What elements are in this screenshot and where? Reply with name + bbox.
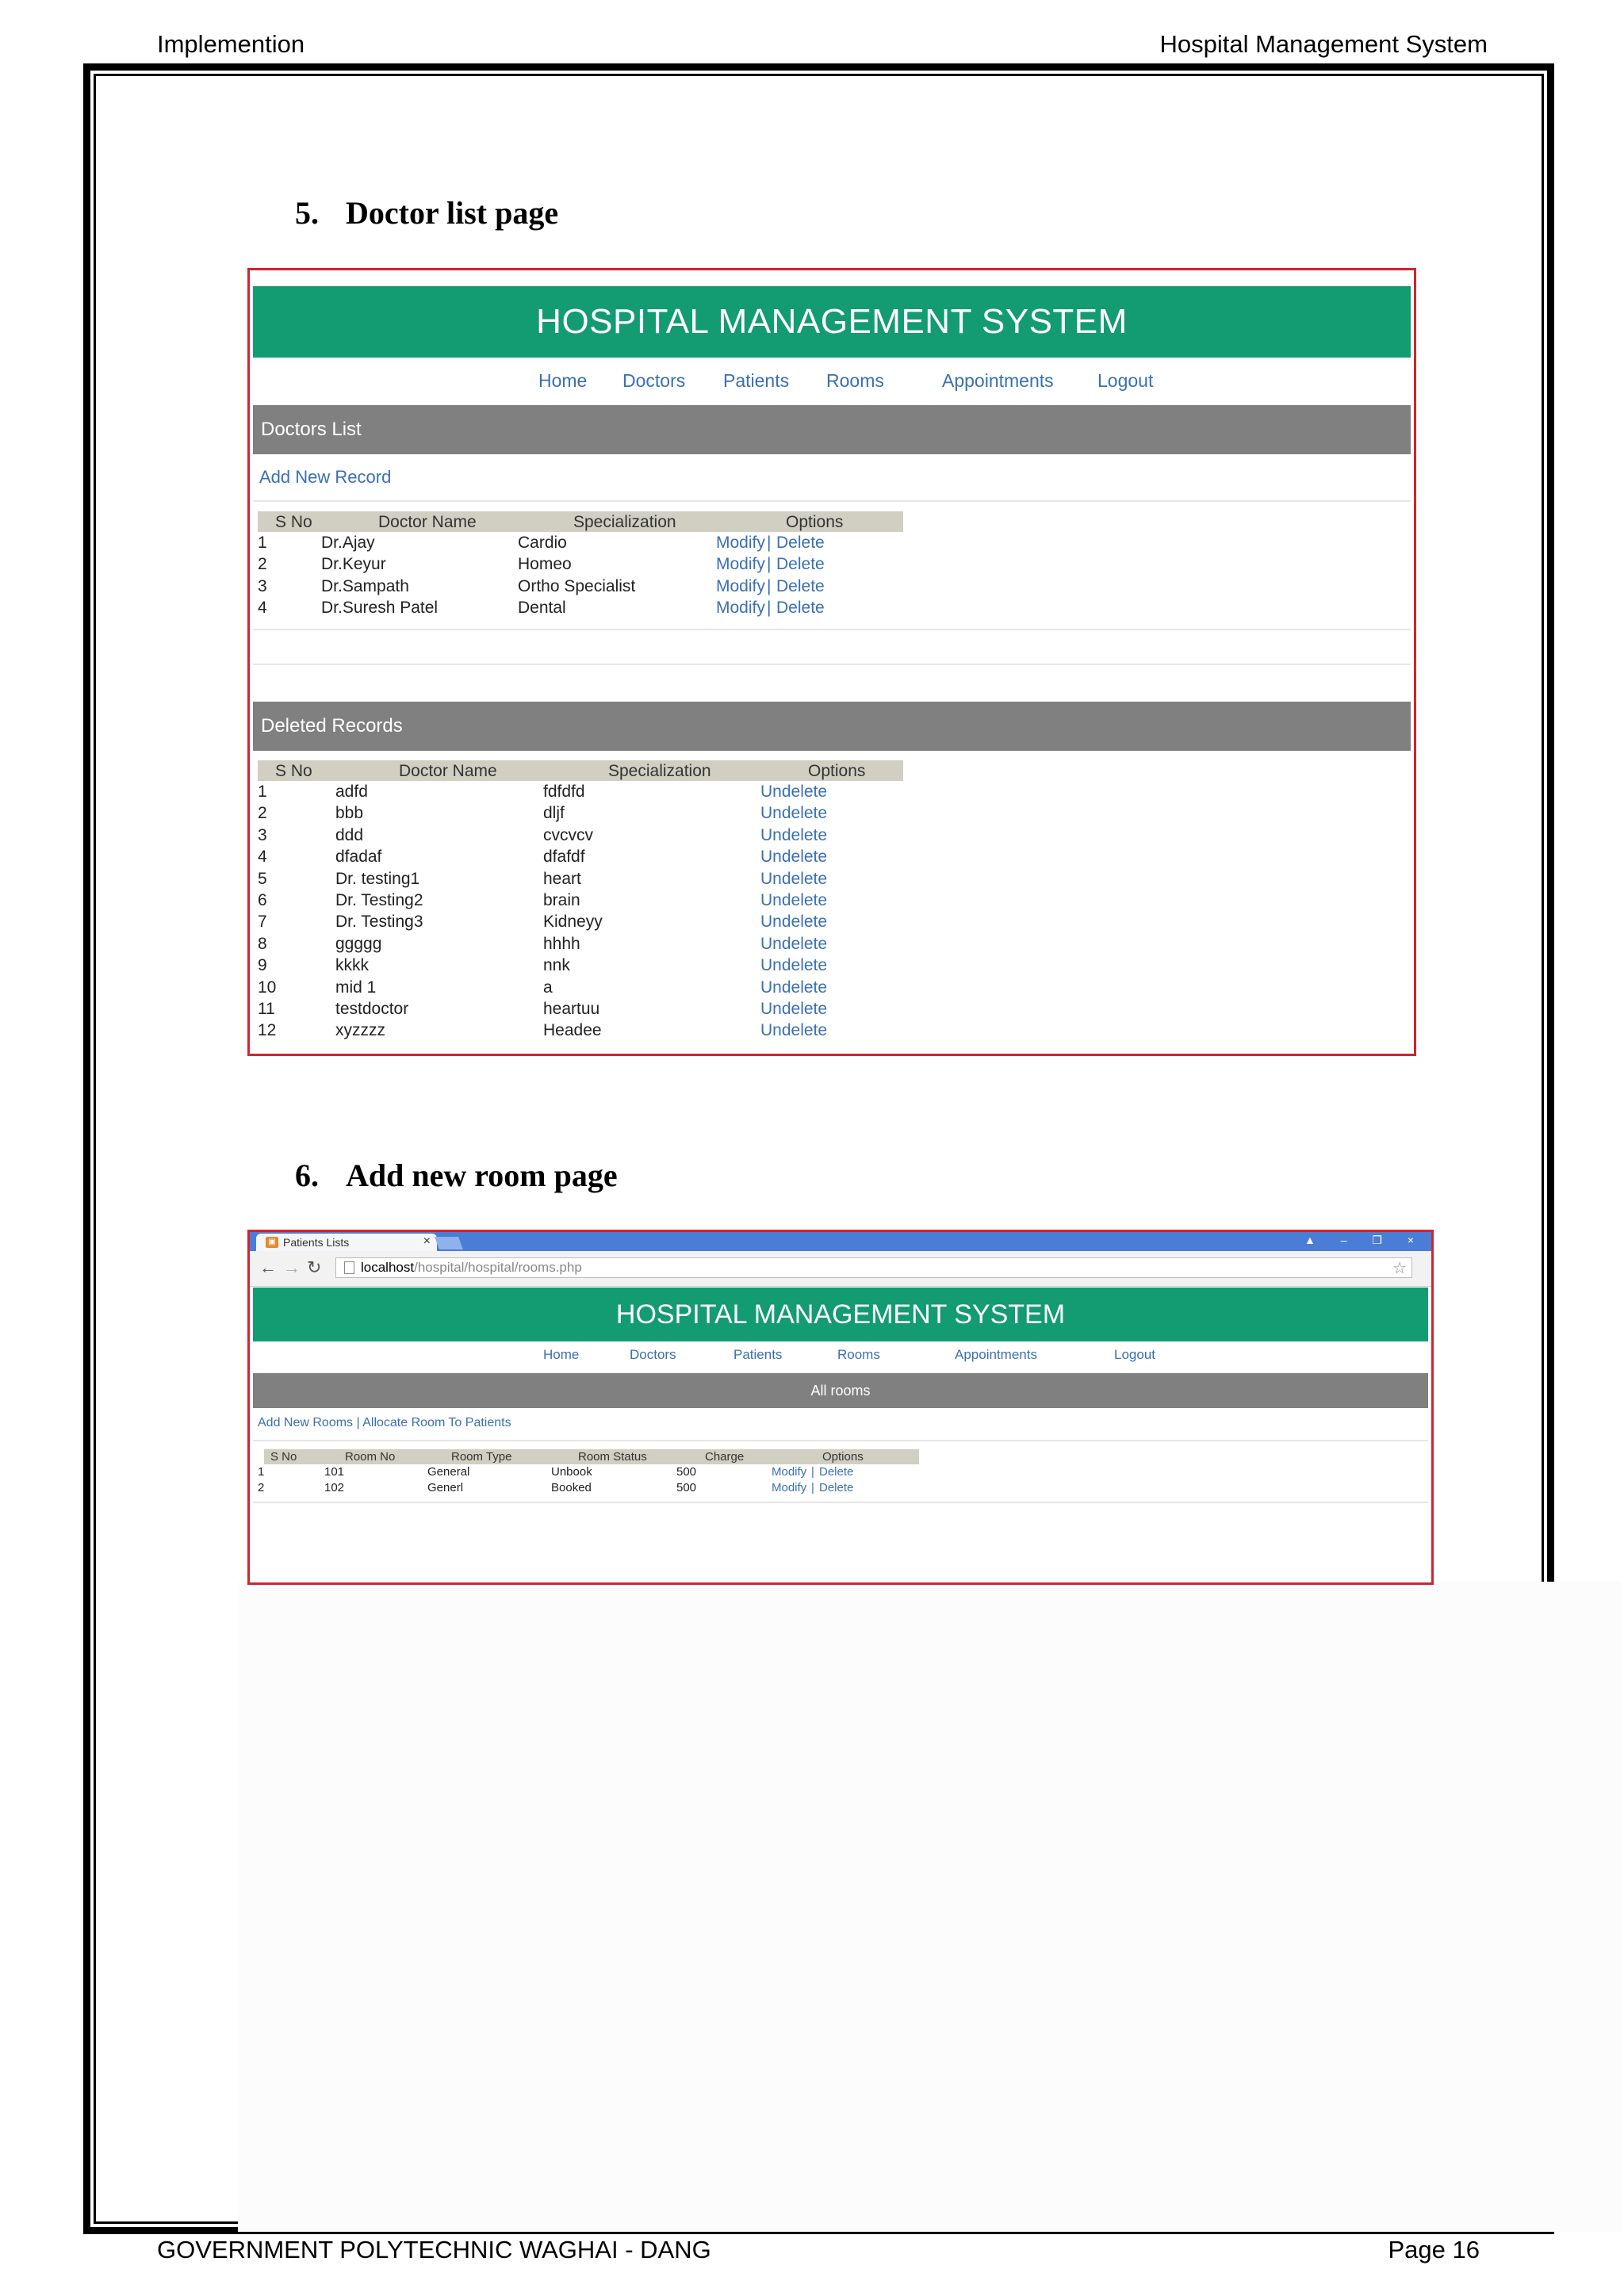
cell-sno: 5 [258,869,267,888]
undelete-link[interactable]: Undelete [760,804,828,823]
room-actions [258,1416,511,1430]
cell-sno: 4 [258,599,267,618]
browser-toolbar [250,1251,1431,1287]
cell-sno: 2 [258,555,267,574]
modify-link[interactable]: Modify [772,1465,807,1479]
undelete-link[interactable]: Undelete [760,825,828,844]
cell-charge: 500 [676,1465,697,1479]
divider [253,1440,1428,1441]
cell-spec: heart [543,869,581,888]
undelete-link[interactable]: Undelete [760,1021,828,1040]
cell-name: Dr.Keyur [321,555,386,574]
col-room-status: Room Status [578,1450,647,1464]
separator: | [767,555,772,574]
undelete-link[interactable]: Undelete [760,783,828,801]
undelete-link[interactable]: Undelete [760,999,828,1018]
table-row [258,597,903,618]
section-title-5 [295,194,558,232]
cell-name: Dr. testing1 [335,869,420,888]
cell-spec: dljf [543,804,565,823]
cell-spec: Kidneyy [543,913,603,932]
col-options: Options [808,762,866,780]
cell-name: Dr. Testing3 [335,913,423,932]
cell-name: Dr.Ajay [321,534,375,552]
deleted-records-bar: Deleted Records [253,702,1411,751]
nav-logout[interactable]: Logout [1114,1347,1155,1362]
cell-room-status: Unbook [551,1465,592,1479]
cell-sno: 1 [258,534,267,552]
cell-spec: fdfdfd [543,783,585,801]
cell-spec: brain [543,890,580,909]
undelete-link[interactable]: Undelete [760,934,828,953]
undelete-link[interactable]: Undelete [760,890,828,909]
table-row [258,955,903,976]
table-row [258,576,903,597]
browser-tab-bar [250,1232,1431,1251]
cell-room-type: Generl [427,1481,464,1494]
cell-name: dfadaf [335,848,382,867]
cell-name: Dr.Suresh Patel [321,599,439,618]
forward-arrow-icon[interactable]: → [283,1257,301,1277]
separator: | [811,1465,814,1479]
nav-logout[interactable]: Logout [1097,370,1154,391]
table-row [258,1480,919,1496]
modify-link[interactable]: Modify [716,534,765,552]
star-icon[interactable]: ☆ [1392,1260,1407,1277]
undelete-link[interactable]: Undelete [760,978,828,997]
table-header [258,511,903,532]
cell-sno: 1 [258,1465,265,1479]
nav-appointments[interactable]: Appointments [955,1347,1037,1362]
rooms-screenshot [247,1230,1434,1585]
url-host: localhost [361,1260,415,1275]
col-sno: S No [275,762,312,780]
table-row [258,933,903,955]
add-new-record-link[interactable]: Add New Record [259,467,392,487]
cell-spec: Headee [543,1021,602,1040]
col-sno: S No [275,513,312,531]
cell-spec: Ortho Specialist [518,576,636,595]
table-row [258,1464,919,1480]
table-row [258,890,903,911]
cell-name: mid 1 [335,978,377,997]
separator: | [811,1481,814,1494]
cell-name: testdoctor [335,999,409,1018]
delete-link[interactable]: Delete [776,576,825,595]
section-number: 6. [295,1158,319,1193]
doctors-list-bar: Doctors List [253,405,1411,454]
table-header [264,1449,919,1464]
separator: | [356,1416,360,1429]
undelete-link[interactable]: Undelete [760,848,828,867]
background-shade [238,1582,1621,2232]
delete-link[interactable]: Delete [819,1465,854,1479]
cell-room-type: General [427,1465,470,1479]
cell-sno: 4 [258,848,267,867]
cell-sno: 10 [258,978,277,997]
section-title-text: Doctor list page [346,195,559,231]
back-arrow-icon[interactable]: ← [259,1257,277,1277]
separator: | [767,576,772,595]
cell-sno: 2 [258,1481,265,1494]
cell-name: ddd [335,825,364,844]
modify-link[interactable]: Modify [716,555,765,574]
nav-doctors[interactable]: Doctors [630,1347,676,1362]
col-room-type: Room Type [451,1450,512,1464]
cell-room-no: 102 [324,1481,345,1494]
new-tab-button[interactable] [435,1237,463,1249]
nav-rooms[interactable]: Rooms [837,1347,880,1362]
modify-link[interactable]: Modify [716,599,765,618]
nav-appointments[interactable]: Appointments [942,370,1054,391]
deleted-table [258,760,903,1042]
cell-spec: Dental [518,599,566,618]
cell-sno: 2 [258,804,267,823]
address-bar[interactable] [335,1257,1412,1278]
section-title-text: Add new room page [346,1158,618,1193]
cell-charge: 500 [676,1481,697,1494]
cell-name: xyzzzz [335,1021,385,1040]
cell-spec: nnk [543,956,570,975]
col-options: Options [822,1450,864,1464]
table-row [258,553,903,575]
undelete-link[interactable]: Undelete [760,956,828,975]
cell-room-no: 101 [324,1465,345,1479]
modify-link[interactable]: Modify [772,1481,807,1494]
cell-name: bbb [335,804,364,823]
col-doctor-name: Doctor Name [378,513,477,531]
undelete-link[interactable]: Undelete [760,869,828,888]
cell-sno: 11 [258,999,275,1018]
divider [253,664,1411,665]
nav-patients[interactable]: Patients [733,1347,783,1362]
cell-name: Dr.Sampath [321,576,409,595]
url-path: /hospital/hospital/rooms.php [414,1260,582,1275]
cell-name: Dr. Testing2 [335,890,423,909]
main-nav [250,1347,1431,1371]
add-new-rooms-link[interactable]: Add New Rooms [258,1416,354,1429]
nav-rooms[interactable]: Rooms [826,370,884,391]
cell-spec: a [543,978,553,997]
table-row [258,998,903,1020]
modify-link[interactable]: Modify [716,576,765,595]
header-left: Implemention [157,30,305,58]
site-banner: HOSPITAL MANAGEMENT SYSTEM [253,286,1411,358]
cell-name: kkkk [335,956,369,975]
header-right: Hospital Management System [1159,30,1488,58]
favicon-icon: ▣ [266,1237,278,1248]
cell-sno: 6 [258,890,267,909]
delete-link[interactable]: Delete [776,534,825,552]
section-title-6 [295,1157,618,1194]
divider [253,500,1411,502]
close-icon[interactable]: × [423,1234,431,1248]
col-charge: Charge [705,1450,745,1464]
table-row [258,825,903,846]
nav-home[interactable]: Home [543,1347,580,1362]
table-row [258,781,903,802]
nav-patients[interactable]: Patients [723,370,790,391]
col-doctor-name: Doctor Name [399,762,497,780]
site-banner: HOSPITAL MANAGEMENT SYSTEM [253,1288,1428,1341]
table-row [258,868,903,890]
delete-link[interactable]: Delete [776,555,825,574]
table-row [258,846,903,867]
cell-room-status: Booked [551,1481,592,1494]
col-sno: S No [270,1450,297,1464]
cell-name: ggggg [335,934,382,953]
table-row [258,802,903,824]
col-options: Options [786,513,844,531]
cell-sno: 3 [258,825,267,844]
divider [253,629,1411,630]
cell-spec: hhhh [543,934,580,953]
delete-link[interactable]: Delete [819,1481,854,1494]
main-nav [250,370,1414,402]
cell-sno: 7 [258,913,267,932]
table-header [258,760,903,781]
cell-spec: heartuu [543,999,600,1018]
nav-home[interactable]: Home [538,370,588,391]
allocate-room-link[interactable]: Allocate Room To Patients [362,1416,511,1429]
nav-doctors[interactable]: Doctors [622,370,686,391]
table-row [258,1020,903,1041]
cell-spec: dfafdf [543,848,585,867]
cell-sno: 12 [258,1021,277,1040]
col-room-no: Room No [345,1450,396,1464]
separator: | [767,599,772,618]
cell-sno: 1 [258,783,267,801]
table-row [258,977,903,998]
tab-title: Patients Lists [283,1236,350,1249]
divider [253,1502,1428,1503]
cell-sno: 8 [258,934,267,953]
undelete-link[interactable]: Undelete [760,913,828,932]
rooms-table [258,1449,919,1496]
browser-tab[interactable] [256,1234,437,1251]
table-row [258,911,903,932]
section-number: 5. [295,195,319,231]
delete-link[interactable]: Delete [776,599,825,618]
cell-sno: 3 [258,576,267,595]
separator: | [767,534,772,552]
col-specialization: Specialization [608,762,711,780]
doctor-list-screenshot [247,268,1416,1056]
reload-icon[interactable]: ↻ [307,1257,322,1277]
col-specialization: Specialization [573,513,676,531]
footer-right: Page 16 [1388,2236,1480,2263]
window-controls[interactable]: ▲ – ❐ × [1304,1234,1425,1246]
table-row [258,532,903,553]
cell-spec: Homeo [518,555,572,574]
doctors-table [258,511,903,619]
page-icon [344,1261,354,1274]
all-rooms-bar: All rooms [253,1373,1428,1408]
cell-name: adfd [335,783,368,801]
cell-spec: cvcvcv [543,825,593,844]
footer-left: GOVERNMENT POLYTECHNIC WAGHAI - DANG [157,2236,711,2263]
cell-sno: 9 [258,956,267,975]
cell-spec: Cardio [518,534,567,552]
